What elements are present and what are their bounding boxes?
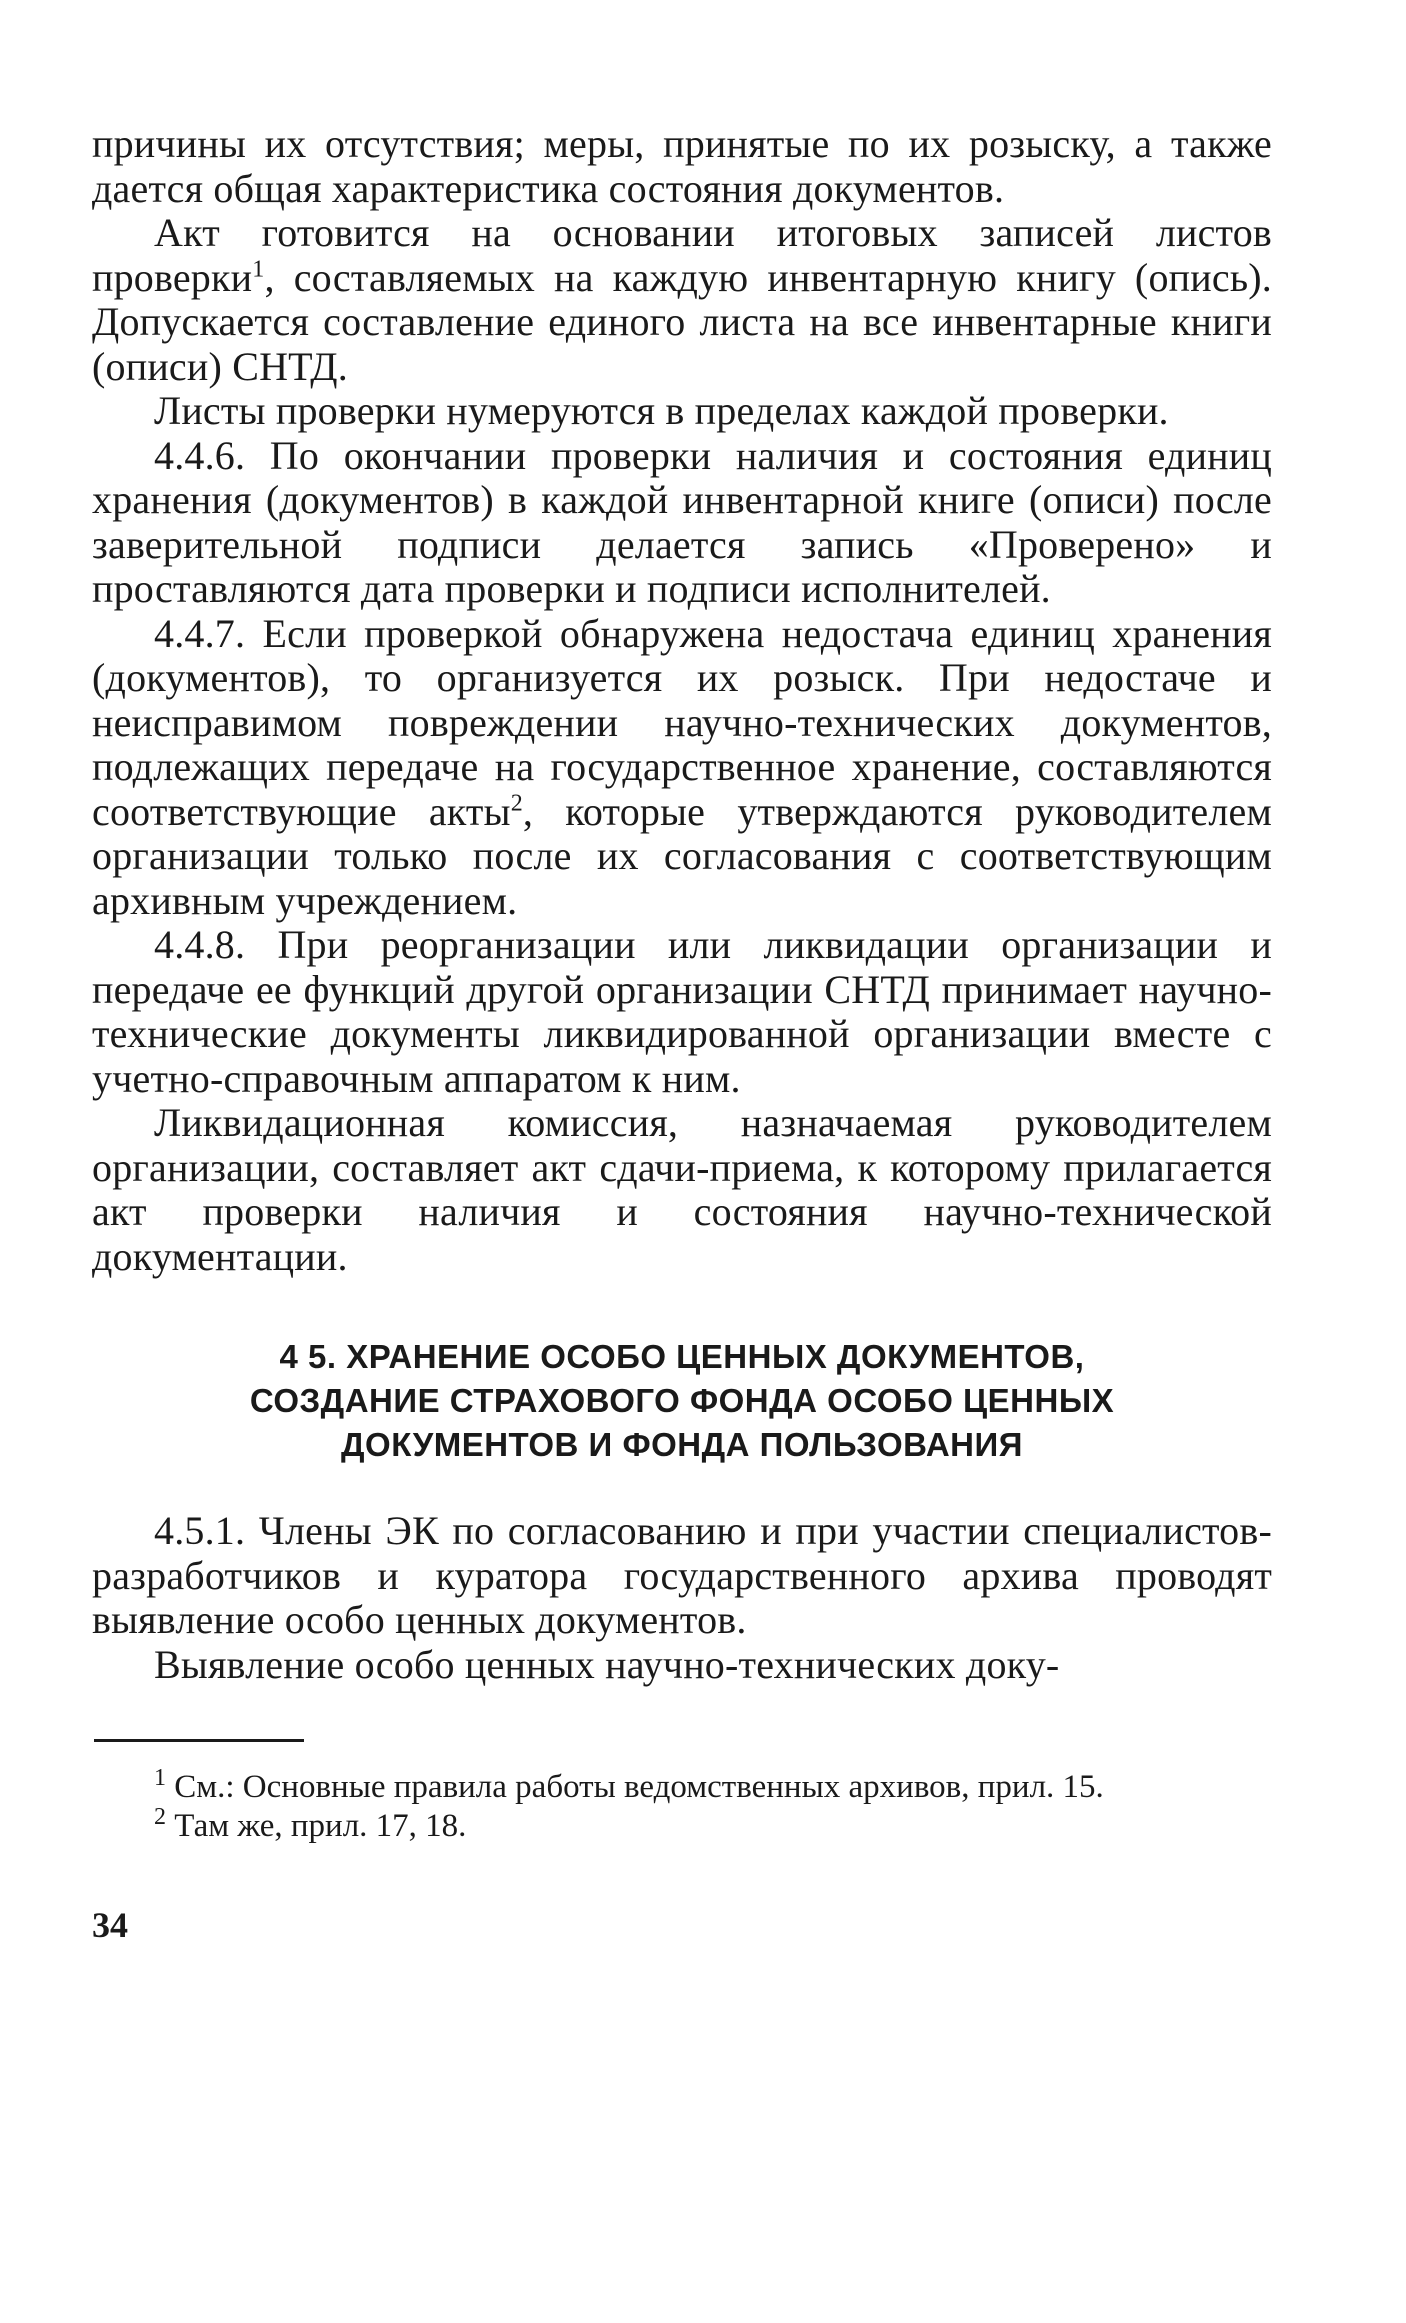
- paragraph-4-4-8: 4.4.8. При реорганизации или ликвидации организации и передаче ее функций другой организации СНТД принимает научно-технические документы ликвидированной организации вместе с учетно-справочным аппаратом к ним.: [92, 922, 1272, 1101]
- footnote-ref-1: 1: [252, 256, 265, 283]
- paragraph-4-5-1: 4.5.1. Члены ЭК по согласованию и при участии специалистов-разработчиков и куратора государственного архива проводят выявление особо ценных документов.: [92, 1508, 1272, 1642]
- heading-line-3: ДОКУМЕНТОВ И ФОНДА ПОЛЬЗОВАНИЯ: [341, 1426, 1023, 1463]
- footnote-1: $^1$ См.: Основные правила работы ведомственных архивов, прил. 15.: [154, 1765, 1104, 1805]
- paragraph-4-4-6: 4.4.6. По окончании проверки наличия и состояния единиц хранения (документов) в каждой инвентарной книге (описи) после заверительной подписи делается запись «Проверено» и проставляются дата проверки и подписи исполнителей.: [92, 432, 1272, 611]
- footnote-2: $^2$ Там же, прил. 17, 18.: [154, 1804, 467, 1844]
- body-text-bottom: [92, 1509, 1272, 1687]
- paragraph-liquidation: Ликвидационная комиссия, назначаемая руководителем организации, составляет акт сдачи-приема, к которому прилагается акт проверки наличия и состояния научно-технической документации.: [92, 1100, 1272, 1279]
- document-page: [92, 122, 1272, 1946]
- page-number: 34: [92, 1905, 128, 1945]
- paragraph-1: причины их отсутствия; меры, принятые по их розыску, а также дается общая характеристика состояния документов.: [92, 121, 1272, 211]
- footnote-ref-2: 2: [510, 790, 523, 817]
- footnotes: [92, 1765, 1272, 1846]
- paragraph-4-4-7: 4.4.7. Если проверкой обнаружена недостача единиц хранения (документов), то организуется их розыск. При недостаче и неисправимом повреждении научно-технических документов, подлежащих передаче на государственное хранение, составляются соответствующие акты$^2$, которые утверждаются руководителем организации только после их согласования с соответствующим архивным учреждением.: [92, 610, 1272, 923]
- footnote-divider: [94, 1739, 304, 1742]
- paragraph-2: Акт готовится на основании итоговых записей листов проверки$^1$, составляемых на каждую инвентарную книгу (опись). Допускается составление единого листа на все инвентарные книги (описи) СНТД.: [92, 210, 1272, 389]
- heading-line-1: 4 5. ХРАНЕНИЕ ОСОБО ЦЕННЫХ ДОКУМЕНТОВ,: [279, 1338, 1085, 1375]
- section-heading-4-5: [92, 1335, 1272, 1467]
- paragraph-identification: Выявление особо ценных научно-технических доку-: [154, 1641, 1060, 1687]
- paragraph-3: Листы проверки нумеруются в пределах каждой проверки.: [154, 388, 1169, 433]
- heading-line-2: СОЗДАНИЕ СТРАХОВОГО ФОНДА ОСОБО ЦЕННЫХ: [249, 1382, 1115, 1419]
- body-text-top: [92, 122, 1272, 1279]
